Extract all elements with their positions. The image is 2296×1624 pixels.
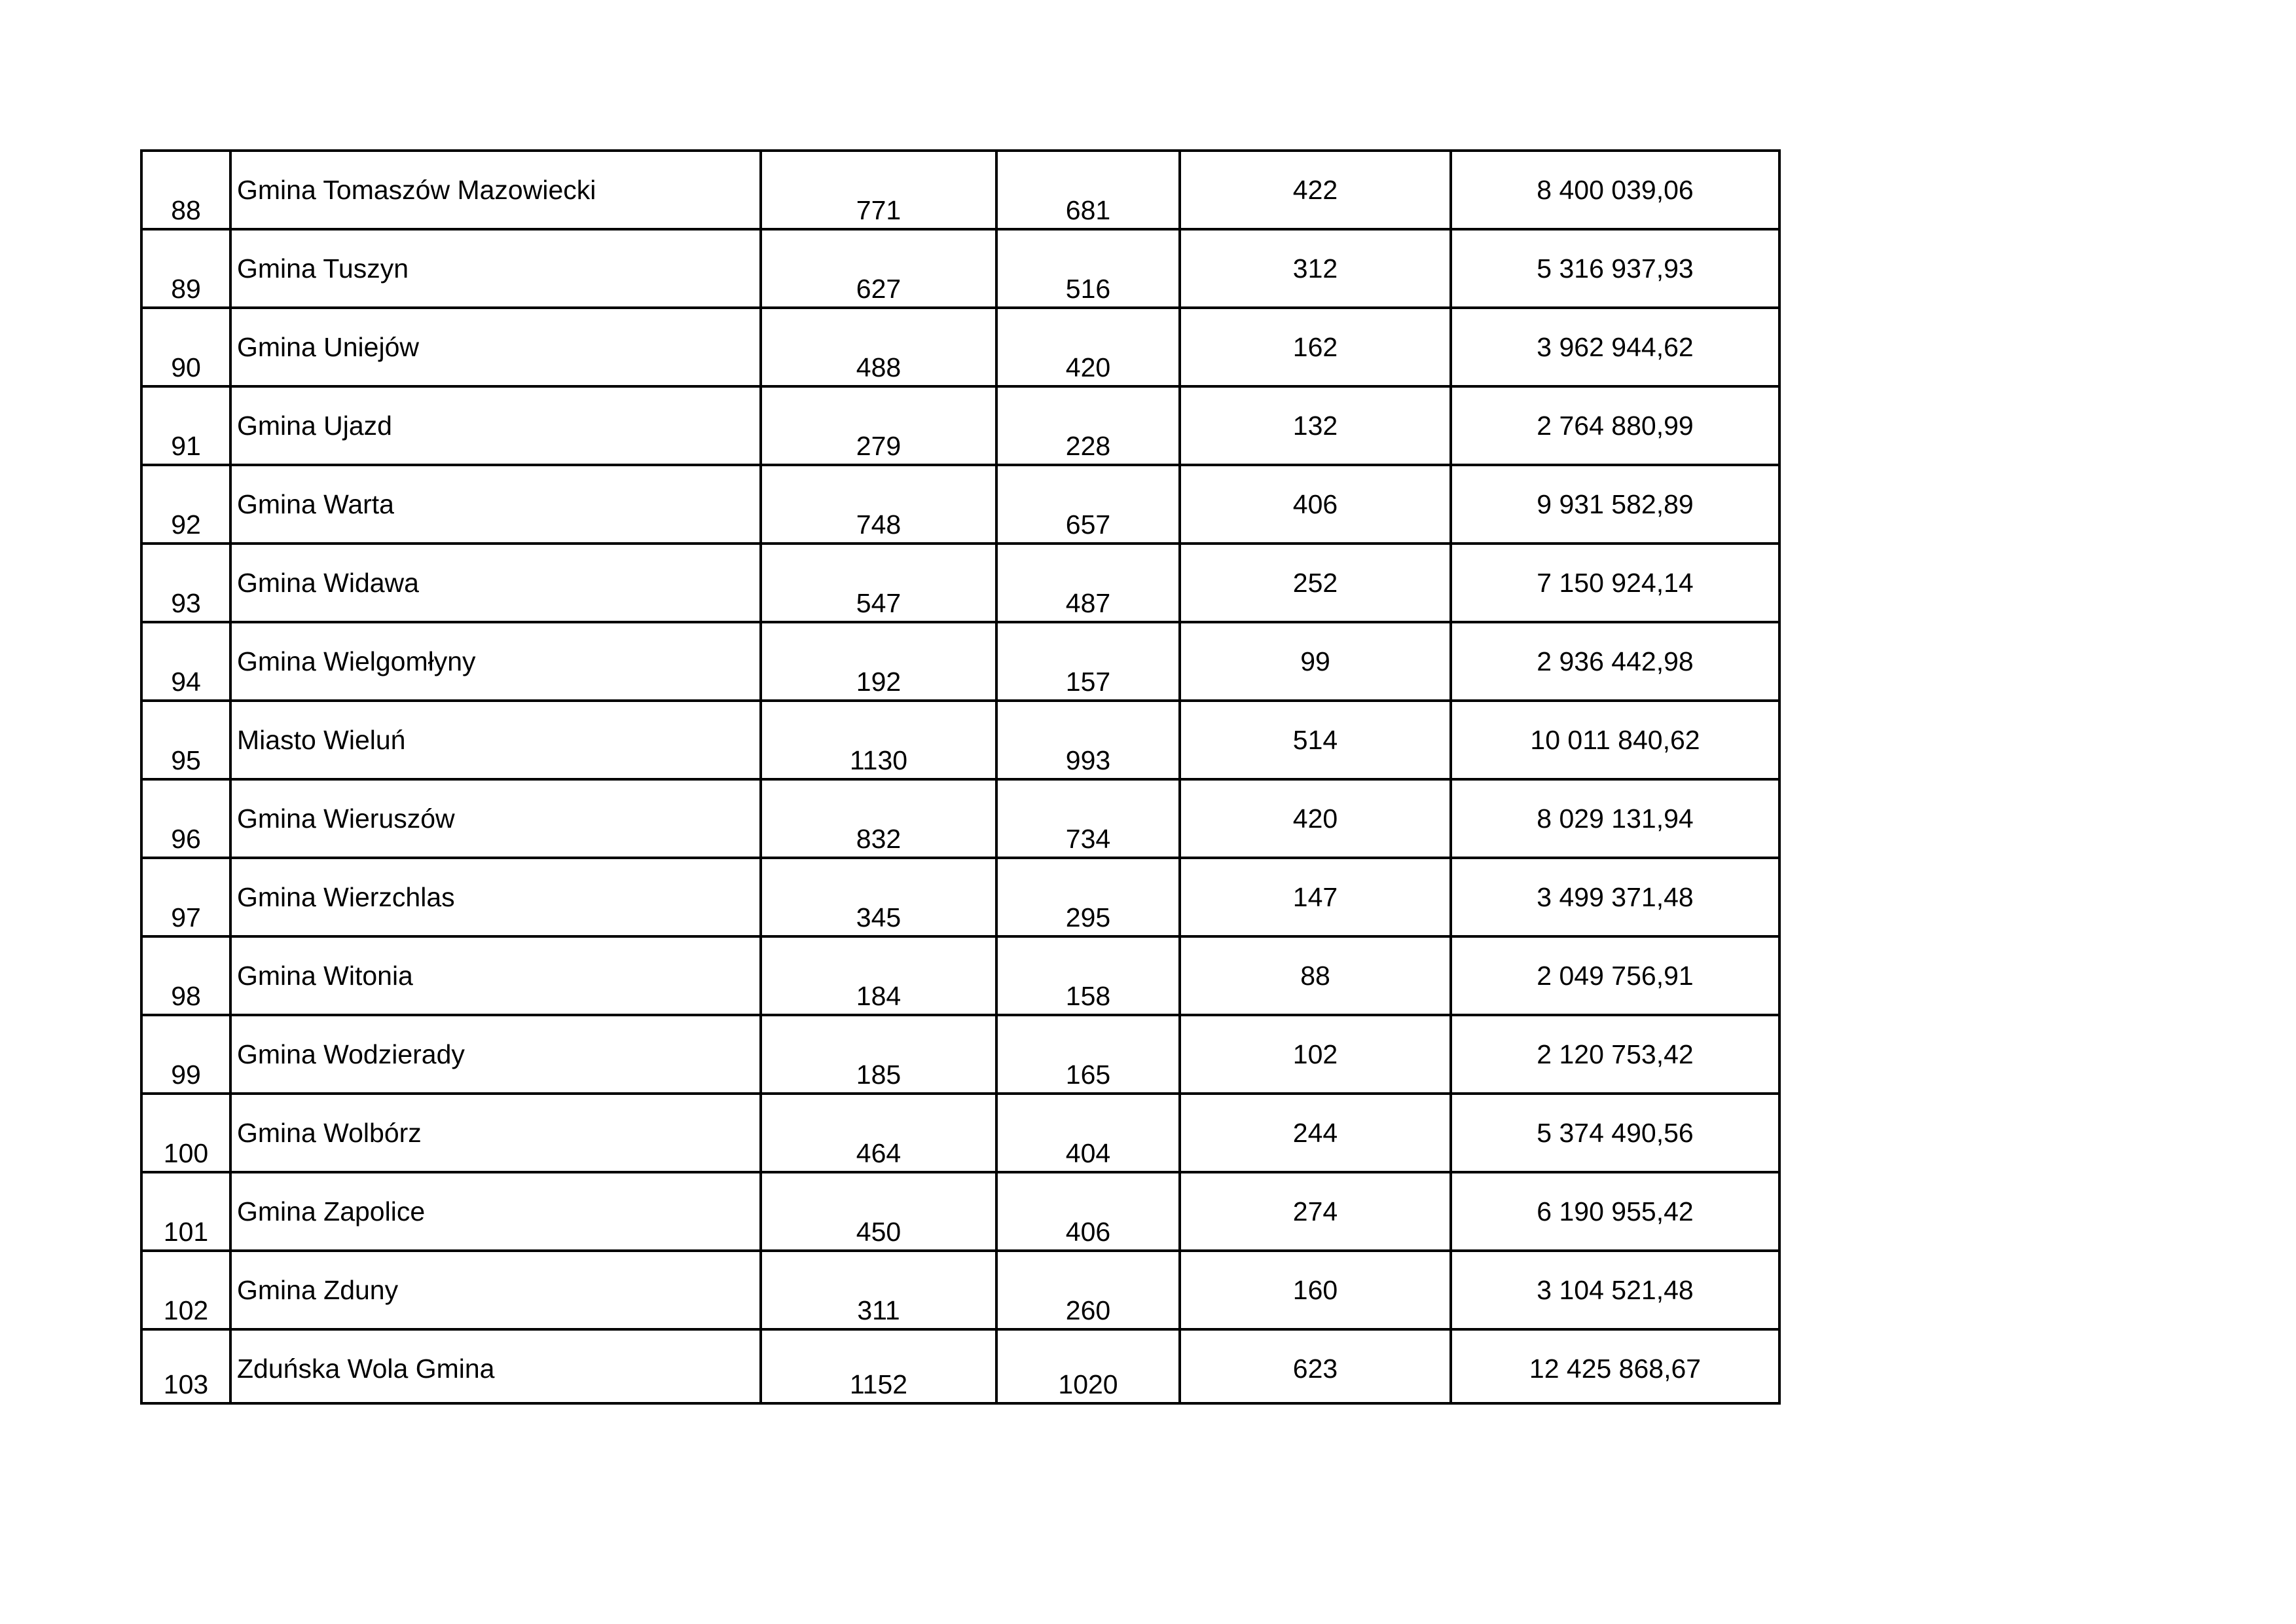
amount-value: 12 425 868,67 [1529, 1354, 1702, 1384]
row-number: 101 [163, 1217, 209, 1247]
value-col3: 1130 [849, 745, 908, 775]
value-cell-col3 [761, 1094, 996, 1172]
amount-cell [1451, 1329, 1779, 1403]
amount-value: 6 190 955,42 [1537, 1196, 1694, 1227]
amount-cell [1451, 1015, 1779, 1094]
value-cell-col4 [996, 465, 1180, 544]
table-row [141, 386, 1779, 465]
municipality-cell [230, 701, 761, 779]
row-number: 97 [171, 902, 201, 932]
value-col5: 514 [1292, 725, 1338, 755]
value-col3: 547 [856, 588, 902, 618]
value-cell-col4 [996, 308, 1180, 386]
value-col3: 192 [856, 667, 902, 697]
value-col5: 132 [1292, 411, 1338, 441]
row-number: 102 [163, 1295, 209, 1325]
value-col3: 627 [856, 274, 902, 304]
row-number-cell [141, 308, 230, 386]
municipality-cell [230, 779, 761, 858]
row-number-cell [141, 1329, 230, 1403]
municipality-name: Miasto Wieluń [237, 725, 406, 755]
municipality-name: Gmina Wierzchlas [237, 882, 455, 912]
municipality-name: Gmina Wolbórz [237, 1118, 422, 1148]
value-cell-col4 [996, 386, 1180, 465]
value-cell-col3 [761, 701, 996, 779]
row-number: 99 [171, 1060, 201, 1090]
value-cell-col5 [1180, 465, 1451, 544]
value-cell-col3 [761, 1329, 996, 1403]
value-col5: 420 [1292, 803, 1338, 834]
amount-value: 2 049 756,91 [1537, 961, 1694, 991]
value-col4: 657 [1065, 509, 1111, 540]
value-col3: 311 [857, 1295, 900, 1325]
row-number: 92 [171, 509, 201, 540]
amount-cell [1451, 701, 1779, 779]
row-number: 90 [171, 352, 201, 382]
value-col3: 345 [856, 902, 902, 932]
amount-cell [1451, 622, 1779, 701]
value-cell-col4 [996, 151, 1180, 229]
table-row [141, 858, 1779, 936]
row-number-cell [141, 936, 230, 1015]
amount-value: 2 764 880,99 [1537, 411, 1694, 441]
value-cell-col4 [996, 936, 1180, 1015]
municipality-cell [230, 1329, 761, 1403]
value-col4: 734 [1065, 824, 1111, 854]
value-cell-col4 [996, 1172, 1180, 1251]
amount-cell [1451, 1094, 1779, 1172]
table-row [141, 1094, 1779, 1172]
value-col3: 184 [856, 981, 902, 1011]
table-row [141, 1172, 1779, 1251]
row-number: 103 [163, 1369, 209, 1399]
municipality-cell [230, 308, 761, 386]
amount-value: 9 931 582,89 [1537, 489, 1694, 519]
table-row [141, 936, 1779, 1015]
value-col4: 681 [1065, 195, 1111, 225]
value-cell-col3 [761, 465, 996, 544]
value-cell-col3 [761, 936, 996, 1015]
table-row [141, 544, 1779, 622]
value-cell-col5 [1180, 936, 1451, 1015]
value-col4: 295 [1065, 902, 1111, 932]
municipality-cell [230, 1015, 761, 1094]
amount-value: 10 011 840,62 [1530, 725, 1700, 755]
table-row [141, 779, 1779, 858]
value-cell-col5 [1180, 151, 1451, 229]
value-cell-col4 [996, 701, 1180, 779]
municipality-name: Gmina Uniejów [237, 332, 419, 362]
amount-cell [1451, 308, 1779, 386]
row-number-cell [141, 465, 230, 544]
value-cell-col5 [1180, 544, 1451, 622]
table-row [141, 308, 1779, 386]
value-col4: 157 [1065, 667, 1111, 697]
row-number-cell [141, 1094, 230, 1172]
row-number: 89 [171, 274, 201, 304]
municipality-cell [230, 544, 761, 622]
value-cell-col4 [996, 1015, 1180, 1094]
value-cell-col3 [761, 622, 996, 701]
value-cell-col4 [996, 1251, 1180, 1329]
value-col5: 274 [1292, 1196, 1338, 1227]
value-cell-col5 [1180, 701, 1451, 779]
value-cell-col3 [761, 858, 996, 936]
amount-cell [1451, 936, 1779, 1015]
value-cell-col4 [996, 622, 1180, 701]
value-col5: 99 [1300, 646, 1330, 676]
value-cell-col3 [761, 1172, 996, 1251]
row-number: 91 [171, 431, 201, 461]
row-number-cell [141, 779, 230, 858]
table-row [141, 701, 1779, 779]
municipality-cell [230, 465, 761, 544]
amount-cell [1451, 151, 1779, 229]
row-number-cell [141, 544, 230, 622]
municipality-name: Gmina Warta [237, 489, 394, 519]
row-number-cell [141, 1015, 230, 1094]
value-col5: 623 [1292, 1354, 1338, 1384]
amount-value: 2 936 442,98 [1537, 646, 1694, 676]
value-col3: 185 [856, 1060, 902, 1090]
value-cell-col5 [1180, 779, 1451, 858]
row-number-cell [141, 386, 230, 465]
value-col4: 516 [1065, 274, 1111, 304]
amount-cell [1451, 779, 1779, 858]
value-cell-col5 [1180, 1251, 1451, 1329]
amount-cell [1451, 858, 1779, 936]
value-col3: 450 [856, 1217, 902, 1247]
value-cell-col5 [1180, 229, 1451, 308]
value-col4: 406 [1065, 1217, 1111, 1247]
municipality-cell [230, 1172, 761, 1251]
value-col4: 404 [1065, 1138, 1111, 1168]
municipality-name: Gmina Zduny [237, 1275, 399, 1305]
value-cell-col4 [996, 858, 1180, 936]
row-number: 98 [171, 981, 201, 1011]
value-col5: 406 [1292, 489, 1338, 519]
value-col3: 464 [856, 1138, 902, 1168]
value-cell-col5 [1180, 858, 1451, 936]
value-col5: 147 [1292, 882, 1338, 912]
amount-cell [1451, 465, 1779, 544]
value-cell-col3 [761, 386, 996, 465]
municipality-name: Gmina Wielgomłyny [237, 646, 476, 676]
amount-value: 5 374 490,56 [1537, 1118, 1694, 1148]
value-cell-col5 [1180, 386, 1451, 465]
value-cell-col5 [1180, 1015, 1451, 1094]
row-number-cell [141, 1251, 230, 1329]
amount-value: 3 104 521,48 [1537, 1275, 1694, 1305]
municipality-cell [230, 386, 761, 465]
value-col3: 488 [856, 352, 902, 382]
municipality-name: Gmina Ujazd [237, 411, 392, 441]
value-cell-col4 [996, 1094, 1180, 1172]
value-col4: 420 [1065, 352, 1111, 382]
row-number: 93 [171, 588, 201, 618]
value-col3: 832 [856, 824, 902, 854]
municipality-name: Gmina Tuszyn [237, 253, 409, 284]
table-row [141, 1329, 1779, 1403]
value-cell-col5 [1180, 1172, 1451, 1251]
municipality-cell [230, 1251, 761, 1329]
value-col5: 160 [1292, 1275, 1338, 1305]
amount-value: 8 400 039,06 [1537, 175, 1694, 205]
value-cell-col3 [761, 1015, 996, 1094]
value-col3: 771 [856, 195, 902, 225]
row-number: 100 [163, 1138, 209, 1168]
value-cell-col3 [761, 308, 996, 386]
row-number: 88 [171, 195, 201, 225]
value-cell-col3 [761, 779, 996, 858]
row-number-cell [141, 701, 230, 779]
row-number-cell [141, 151, 230, 229]
value-col4: 165 [1065, 1060, 1111, 1090]
table-row [141, 229, 1779, 308]
table-row [141, 1015, 1779, 1094]
value-cell-col3 [761, 1251, 996, 1329]
value-col4: 228 [1065, 431, 1111, 461]
value-col3: 279 [856, 431, 902, 461]
municipality-cell [230, 858, 761, 936]
value-cell-col4 [996, 544, 1180, 622]
value-cell-col5 [1180, 1329, 1451, 1403]
table-row [141, 465, 1779, 544]
amount-value: 3 499 371,48 [1537, 882, 1694, 912]
value-col3: 1152 [849, 1369, 908, 1399]
municipality-name: Gmina Witonia [237, 961, 413, 991]
value-col5: 88 [1300, 961, 1330, 991]
value-col5: 162 [1292, 332, 1338, 362]
value-cell-col5 [1180, 1094, 1451, 1172]
value-col5: 102 [1292, 1039, 1338, 1069]
row-number-cell [141, 622, 230, 701]
value-cell-col5 [1180, 308, 1451, 386]
value-cell-col3 [761, 544, 996, 622]
municipality-name: Zduńska Wola Gmina [237, 1354, 495, 1384]
data-table [140, 149, 1781, 1405]
value-col4: 487 [1065, 588, 1111, 618]
value-cell-col4 [996, 779, 1180, 858]
value-col4: 993 [1065, 745, 1111, 775]
row-number: 95 [171, 745, 201, 775]
value-cell-col3 [761, 229, 996, 308]
municipality-name: Gmina Zapolice [237, 1196, 426, 1227]
value-col3: 748 [856, 509, 902, 540]
table-row [141, 1251, 1779, 1329]
value-col5: 244 [1292, 1118, 1338, 1148]
amount-cell [1451, 229, 1779, 308]
table-body [141, 151, 1779, 1403]
value-cell-col5 [1180, 622, 1451, 701]
row-number-cell [141, 858, 230, 936]
municipality-name: Gmina Widawa [237, 568, 419, 598]
amount-value: 5 316 937,93 [1537, 253, 1694, 284]
amount-cell [1451, 1172, 1779, 1251]
municipality-name: Gmina Wodzierady [237, 1039, 465, 1069]
amount-value: 7 150 924,14 [1537, 568, 1694, 598]
amount-value: 3 962 944,62 [1537, 332, 1694, 362]
amount-cell [1451, 544, 1779, 622]
amount-cell [1451, 386, 1779, 465]
municipality-cell [230, 622, 761, 701]
municipality-cell [230, 1094, 761, 1172]
value-col5: 252 [1292, 568, 1338, 598]
municipality-cell [230, 151, 761, 229]
amount-cell [1451, 1251, 1779, 1329]
value-cell-col3 [761, 151, 996, 229]
municipality-name: Gmina Tomaszów Mazowiecki [237, 175, 596, 205]
table-row [141, 622, 1779, 701]
value-col4: 260 [1065, 1295, 1111, 1325]
value-cell-col4 [996, 229, 1180, 308]
row-number: 94 [171, 667, 201, 697]
table-row [141, 151, 1779, 229]
amount-value: 8 029 131,94 [1537, 803, 1694, 834]
amount-value: 2 120 753,42 [1537, 1039, 1694, 1069]
municipality-name: Gmina Wieruszów [237, 803, 455, 834]
value-col5: 312 [1292, 253, 1338, 284]
row-number-cell [141, 1172, 230, 1251]
municipality-cell [230, 229, 761, 308]
value-col5: 422 [1292, 175, 1338, 205]
value-col4: 158 [1065, 981, 1111, 1011]
value-cell-col4 [996, 1329, 1180, 1403]
municipality-cell [230, 936, 761, 1015]
row-number-cell [141, 229, 230, 308]
row-number: 96 [171, 824, 201, 854]
value-col4: 1020 [1058, 1369, 1118, 1399]
